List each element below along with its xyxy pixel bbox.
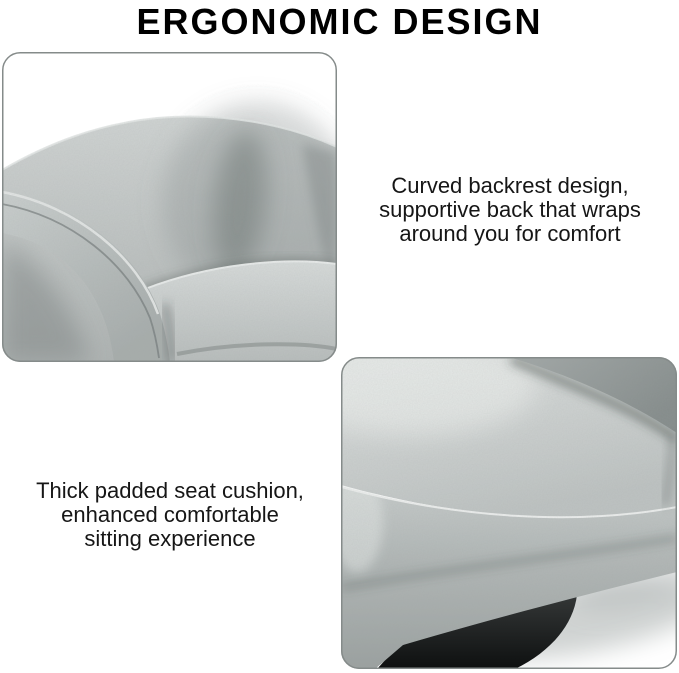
- caption-line: supportive back that wraps: [379, 197, 641, 222]
- caption-line: enhanced comfortable: [61, 502, 279, 527]
- caption-line: sitting experience: [84, 526, 256, 551]
- cushion-caption: [12, 479, 328, 551]
- backrest-caption: [350, 174, 670, 246]
- page-title: ERGONOMIC DESIGN: [136, 1, 543, 42]
- backrest-photo-svg: [2, 52, 337, 362]
- curved-backrest-photo: [2, 52, 337, 362]
- cushion-photo-svg: [341, 357, 677, 669]
- caption-line: Thick padded seat cushion,: [36, 478, 304, 503]
- seat-cushion-photo: [341, 357, 677, 669]
- caption-line: around you for comfort: [399, 221, 621, 246]
- caption-line: Curved backrest design,: [391, 173, 629, 198]
